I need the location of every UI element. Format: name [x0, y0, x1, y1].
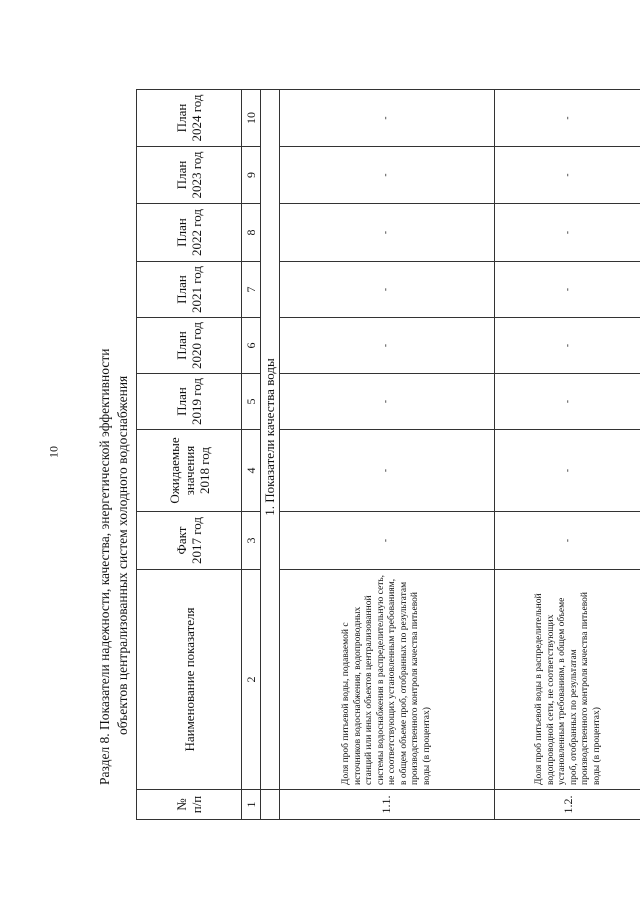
column-number: 3	[242, 512, 261, 570]
header-row	[137, 90, 242, 820]
row-value: -	[280, 374, 495, 430]
column-number: 6	[242, 318, 261, 374]
header-plan-2019: План 2019 год	[137, 374, 242, 430]
column-number: 5	[242, 374, 261, 430]
row-value: -	[495, 318, 640, 374]
row-number: 1.1.	[280, 790, 495, 820]
row-value: -	[280, 204, 495, 262]
row-value: -	[280, 147, 495, 204]
row-value: -	[280, 512, 495, 570]
row-number: 1.2.	[495, 790, 640, 820]
row-value: -	[495, 147, 640, 204]
row-value: -	[495, 430, 640, 512]
row-value: -	[280, 318, 495, 374]
header-num: № п/п	[137, 790, 242, 820]
column-number: 2	[242, 570, 261, 790]
row-value: -	[495, 512, 640, 570]
section-row-spacer	[261, 790, 280, 820]
header-plan-2024: План 2024 год	[137, 90, 242, 147]
header-fact-2017: Факт 2017 год	[137, 512, 242, 570]
column-number: 10	[242, 90, 261, 147]
table-row	[280, 90, 495, 820]
row-value: -	[280, 90, 495, 147]
column-number: 1	[242, 790, 261, 820]
row-value: -	[495, 262, 640, 318]
table-row	[495, 90, 640, 820]
section-row	[261, 90, 280, 820]
header-plan-2022: План 2022 год	[137, 204, 242, 262]
row-value: -	[495, 90, 640, 147]
column-number-row	[242, 90, 261, 820]
header-plan-2020: План 2020 год	[137, 318, 242, 374]
page-number-text: 10	[46, 446, 61, 458]
column-number: 8	[242, 204, 261, 262]
section-title: 1. Показатели качества воды	[261, 90, 280, 790]
row-value: -	[280, 262, 495, 318]
row-value: -	[495, 204, 640, 262]
column-number: 4	[242, 430, 261, 512]
header-plan-2023: План 2023 год	[137, 147, 242, 204]
indicators-table	[136, 89, 640, 820]
column-number: 7	[242, 262, 261, 318]
header-expected-2018: Ожидаемые значения 2018 год	[137, 430, 242, 512]
indicators-table-wrapper	[136, 90, 602, 820]
row-value: -	[280, 430, 495, 512]
row-indicator-name: Доля проб питьевой воды, подаваемой с источников водоснабжения, водопроводных станций или иных объектов централизованной системы водоснабжения в распределительную сеть, не соответствующих установленным требованиям, в общем объеме проб, отобранных по результатам производственного контроля качества питьевой воды (в процентах)	[280, 570, 495, 790]
column-number: 9	[242, 147, 261, 204]
header-plan-2021: План 2021 год	[137, 262, 242, 318]
row-value: -	[495, 374, 640, 430]
row-indicator-name: Доля проб питьевой воды в распределительной водопроводной сети, не соответствующих установленным требованиям, в общем объеме проб, отобранных по результатам производственного контроля качества питьевой воды (в процентах)	[495, 570, 640, 790]
header-name: Наименование показателя	[137, 570, 242, 790]
